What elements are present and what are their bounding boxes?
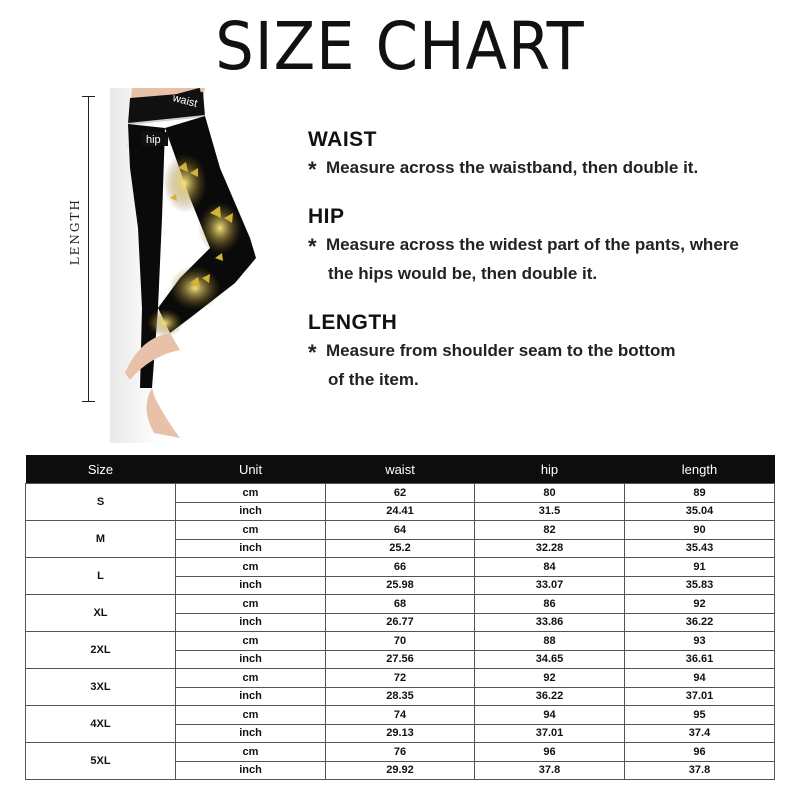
value-cell: 24.41 <box>326 502 475 521</box>
hip-line-1: Measure across the widest part of the pants, where <box>326 235 739 254</box>
header-unit: Unit <box>176 455 326 484</box>
value-cell: 25.98 <box>326 576 475 595</box>
size-cell: XL <box>26 595 176 632</box>
table-row <box>26 558 775 577</box>
unit-cell: inch <box>176 502 326 521</box>
value-cell: 88 <box>475 632 625 651</box>
value-cell: 94 <box>475 706 625 725</box>
length-heading: LENGTH <box>308 311 398 334</box>
value-cell: 27.56 <box>326 650 475 669</box>
value-cell: 37.8 <box>625 761 775 780</box>
length-label: LENGTH <box>68 198 82 266</box>
size-cell: 5XL <box>26 743 176 780</box>
value-cell: 35.43 <box>625 539 775 558</box>
value-cell: 92 <box>625 595 775 614</box>
value-cell: 86 <box>475 595 625 614</box>
value-cell: 82 <box>475 521 625 540</box>
value-cell: 80 <box>475 484 625 503</box>
value-cell: 70 <box>326 632 475 651</box>
value-cell: 64 <box>326 521 475 540</box>
value-cell: 68 <box>326 595 475 614</box>
table-body <box>26 484 775 780</box>
value-cell: 96 <box>475 743 625 762</box>
value-cell: 36.22 <box>625 613 775 632</box>
value-cell: 91 <box>625 558 775 577</box>
leggings-illustration <box>70 88 290 448</box>
value-cell: 66 <box>326 558 475 577</box>
value-cell: 90 <box>625 521 775 540</box>
value-cell: 76 <box>326 743 475 762</box>
size-cell: S <box>26 484 176 521</box>
hip-heading: HIP <box>308 205 345 228</box>
value-cell: 37.8 <box>475 761 625 780</box>
value-cell: 72 <box>326 669 475 688</box>
unit-cell: cm <box>176 595 326 614</box>
value-cell: 62 <box>326 484 475 503</box>
value-cell: 37.01 <box>475 724 625 743</box>
unit-cell: cm <box>176 706 326 725</box>
header-size: Size <box>26 455 176 484</box>
value-cell: 89 <box>625 484 775 503</box>
header-hip: hip <box>475 455 625 484</box>
hip-text <box>308 231 778 260</box>
value-cell: 33.07 <box>475 576 625 595</box>
value-cell: 29.13 <box>326 724 475 743</box>
length-line-1: Measure from shoulder seam to the bottom <box>326 341 676 360</box>
unit-cell: inch <box>176 539 326 558</box>
unit-cell: cm <box>176 484 326 503</box>
waist-line-1: Measure across the waistband, then double it. <box>326 158 699 177</box>
bullet-star: * <box>308 234 317 259</box>
waist-heading: WAIST <box>308 128 377 151</box>
value-cell: 35.83 <box>625 576 775 595</box>
header-waist: waist <box>326 455 475 484</box>
length-text <box>308 337 778 366</box>
table-row <box>26 484 775 503</box>
unit-cell: cm <box>176 669 326 688</box>
value-cell: 84 <box>475 558 625 577</box>
table-row <box>26 669 775 688</box>
value-cell: 35.04 <box>625 502 775 521</box>
unit-cell: cm <box>176 632 326 651</box>
value-cell: 94 <box>625 669 775 688</box>
waist-instructions <box>308 128 778 183</box>
bullet-star: * <box>308 340 317 365</box>
table-row <box>26 743 775 762</box>
leggings-image <box>70 88 290 448</box>
value-cell: 31.5 <box>475 502 625 521</box>
value-cell: 37.01 <box>625 687 775 706</box>
size-cell: 4XL <box>26 706 176 743</box>
size-table <box>25 455 775 780</box>
unit-cell: cm <box>176 521 326 540</box>
value-cell: 28.35 <box>326 687 475 706</box>
table-row <box>26 706 775 725</box>
unit-cell: inch <box>176 687 326 706</box>
unit-cell: inch <box>176 576 326 595</box>
unit-cell: inch <box>176 761 326 780</box>
size-cell: 2XL <box>26 632 176 669</box>
table-row <box>26 521 775 540</box>
hip-tag: hip <box>146 134 161 146</box>
value-cell: 34.65 <box>475 650 625 669</box>
size-cell: M <box>26 521 176 558</box>
value-cell: 33.86 <box>475 613 625 632</box>
value-cell: 37.4 <box>625 724 775 743</box>
size-cell: L <box>26 558 176 595</box>
page-title: SIZE CHART <box>215 8 585 85</box>
value-cell: 32.28 <box>475 539 625 558</box>
size-cell: 3XL <box>26 669 176 706</box>
waist-text <box>308 154 778 183</box>
value-cell: 92 <box>475 669 625 688</box>
unit-cell: inch <box>176 724 326 743</box>
length-line-2: of the item. <box>328 370 419 389</box>
value-cell: 29.92 <box>326 761 475 780</box>
unit-cell: cm <box>176 558 326 577</box>
bullet-star: * <box>308 157 317 182</box>
hip-line-2: the hips would be, then double it. <box>328 264 598 283</box>
unit-cell: inch <box>176 613 326 632</box>
value-cell: 74 <box>326 706 475 725</box>
unit-cell: inch <box>176 650 326 669</box>
value-cell: 93 <box>625 632 775 651</box>
value-cell: 36.61 <box>625 650 775 669</box>
value-cell: 25.2 <box>326 539 475 558</box>
length-instructions <box>308 311 778 393</box>
unit-cell: cm <box>176 743 326 762</box>
value-cell: 95 <box>625 706 775 725</box>
table-row <box>26 595 775 614</box>
table-row <box>26 632 775 651</box>
header-length: length <box>625 455 775 484</box>
hip-instructions <box>308 205 778 287</box>
value-cell: 96 <box>625 743 775 762</box>
value-cell: 26.77 <box>326 613 475 632</box>
value-cell: 36.22 <box>475 687 625 706</box>
table-header-row <box>26 455 775 484</box>
waist-tag: waist <box>171 92 199 111</box>
